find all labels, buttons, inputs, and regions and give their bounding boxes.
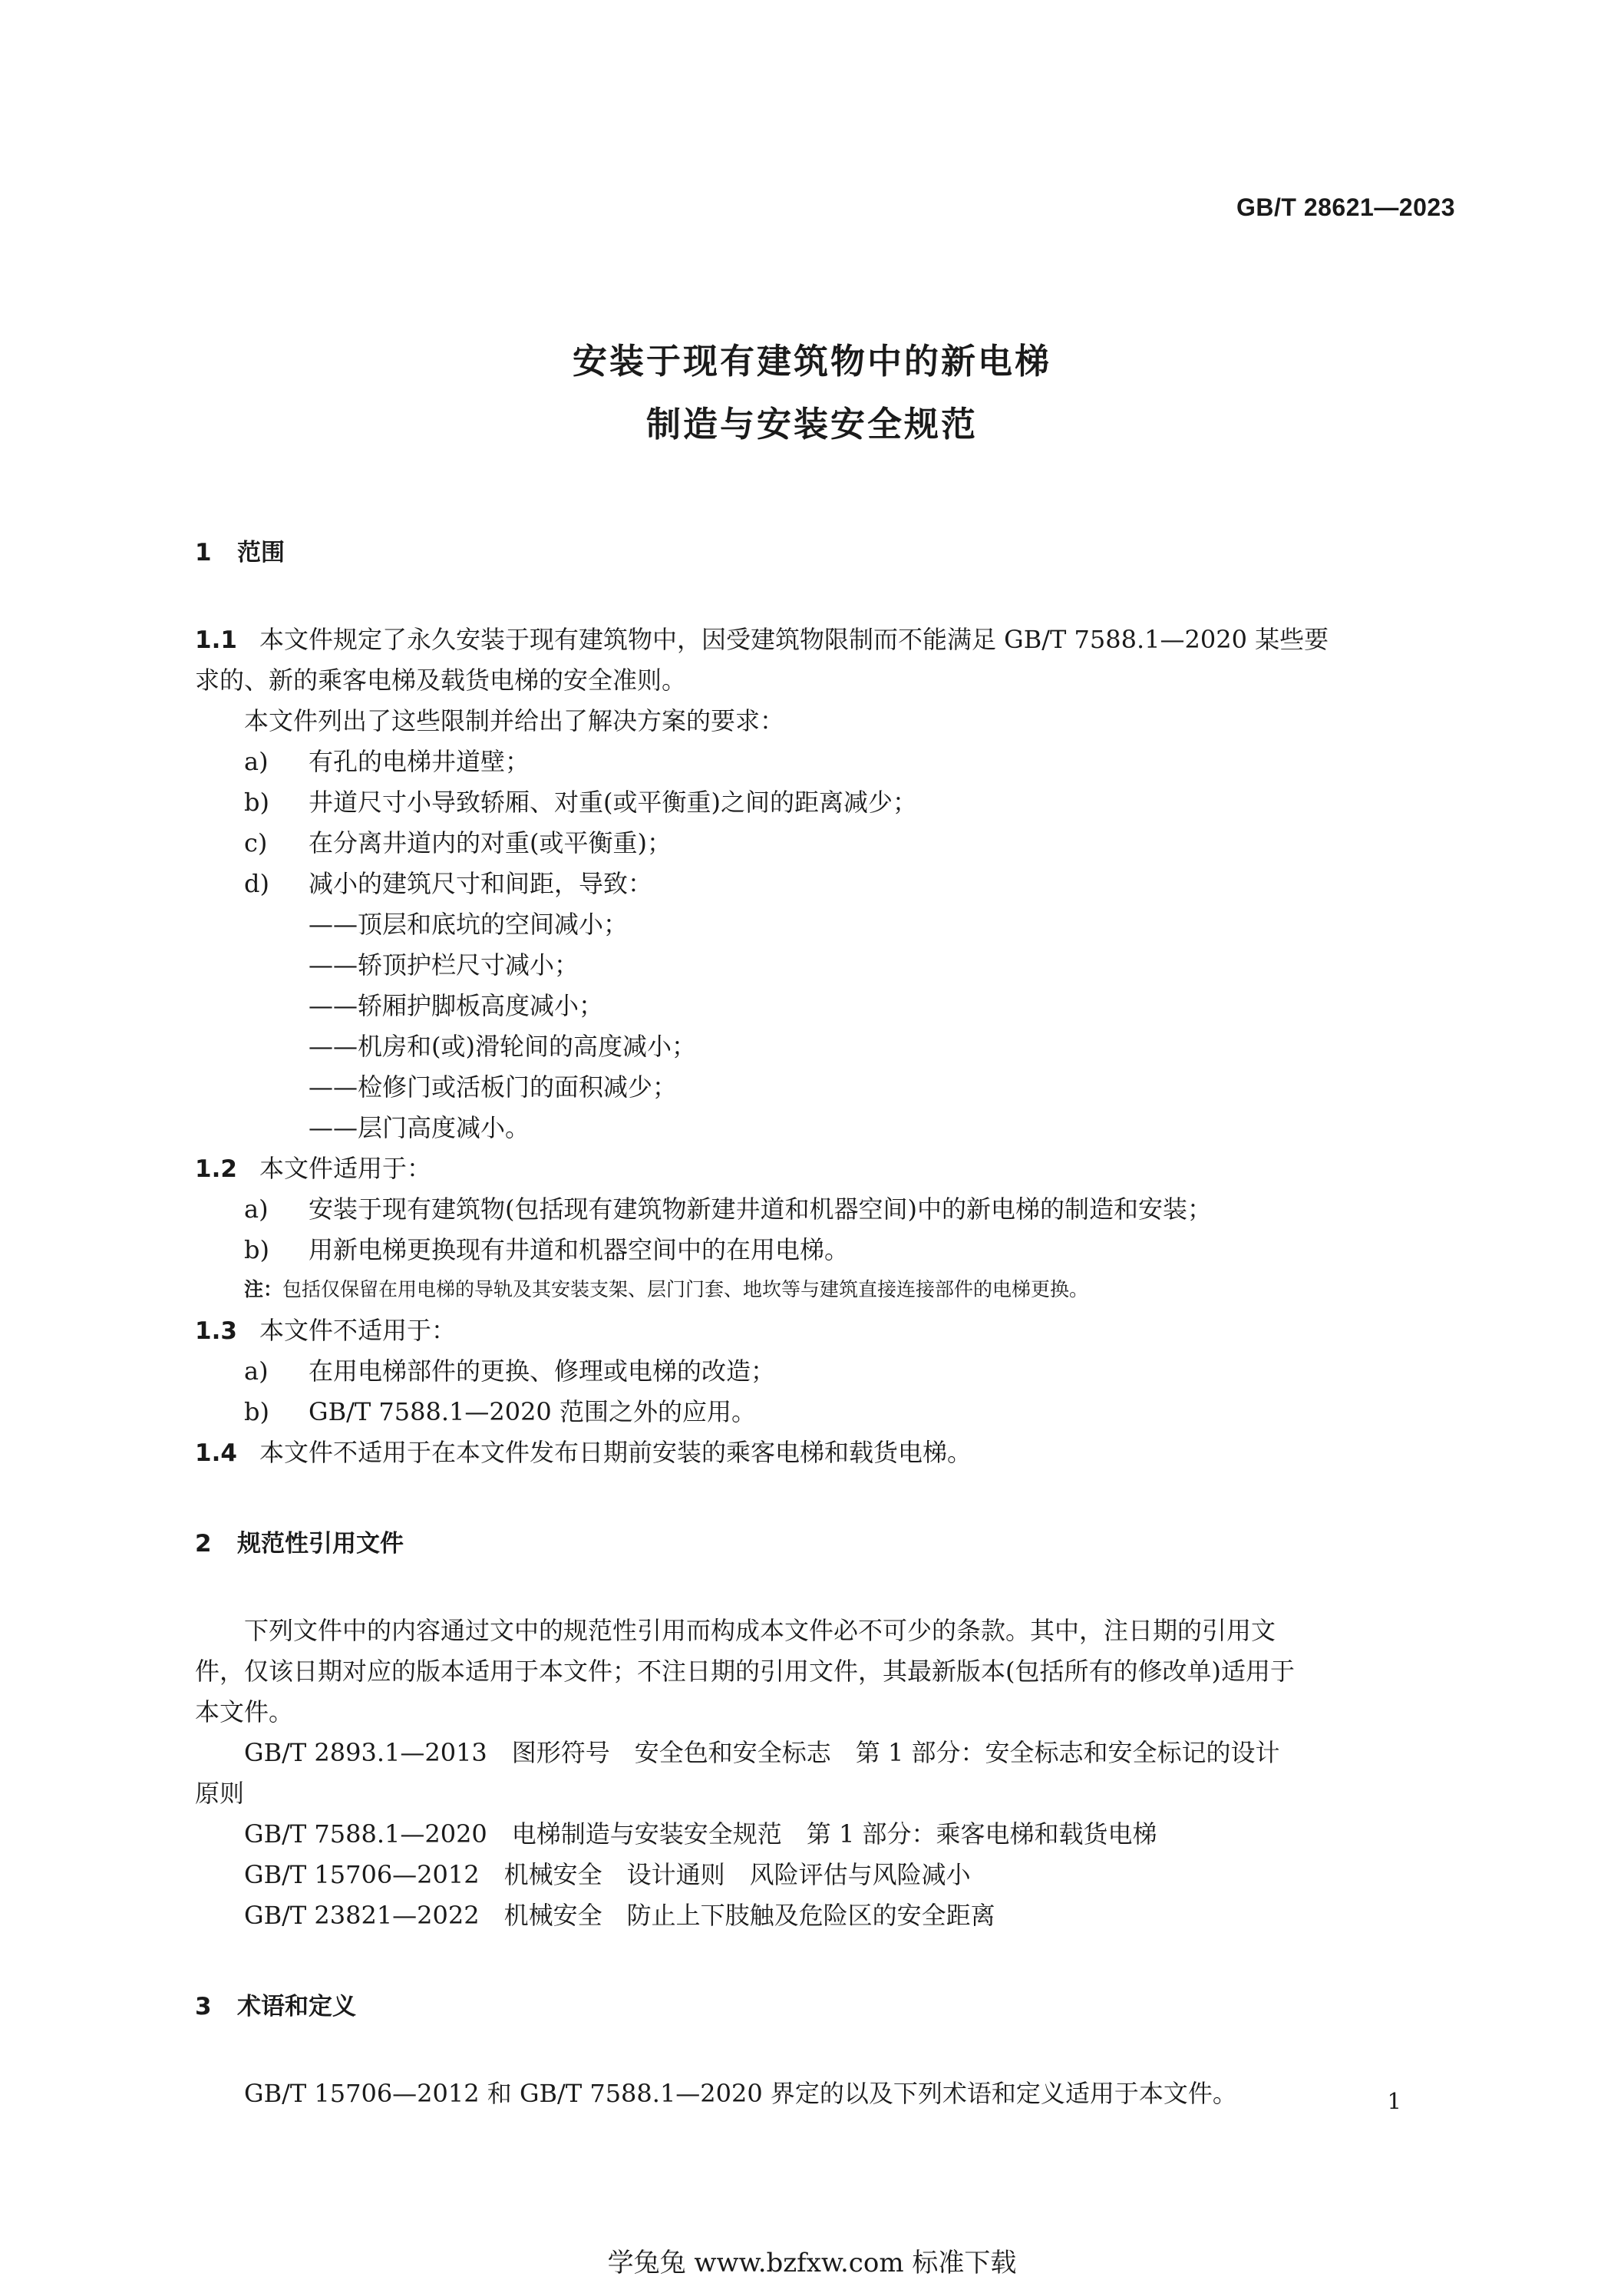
list-text: 在分离井道内的对重(或平衡重)； bbox=[309, 828, 672, 857]
list-text: 有孔的电梯井道壁； bbox=[309, 747, 530, 776]
list-text: 减小的建筑尺寸和间距，导致： bbox=[309, 869, 653, 898]
clause-number: 1.4 bbox=[195, 1439, 237, 1467]
section-number: 1 bbox=[195, 539, 212, 567]
section-number: 2 bbox=[195, 1530, 212, 1558]
clause-text: 本文件适用于： bbox=[259, 1154, 432, 1183]
clause-1-4 bbox=[195, 1433, 972, 1469]
section-title: 规范性引用文件 bbox=[237, 1530, 404, 1558]
clause-1-3 bbox=[195, 1311, 456, 1346]
note bbox=[244, 1274, 1088, 1302]
clause-text: 本文件不适用于： bbox=[259, 1316, 457, 1345]
clause-1-2 bbox=[195, 1149, 431, 1184]
page-number: 1 bbox=[1387, 2088, 1401, 2114]
list-label: b) bbox=[244, 1235, 269, 1264]
list-text: GB/T 7588.1—2020 范围之外的应用。 bbox=[309, 1397, 756, 1426]
dash-item: ——机房和(或)滑轮间的高度减小； bbox=[309, 1032, 696, 1061]
note-text: 包括仅保留在用电梯的导轨及其安装支架、层门门套、地坎等与建筑直接连接部件的电梯更换。 bbox=[282, 1278, 1089, 1300]
list-label: c) bbox=[244, 828, 268, 857]
list-label: b) bbox=[244, 788, 269, 817]
reference-item: GB/T 2893.1—2013 图形符号 安全色和安全标志 第 1 部分：安全标志和安全标记的设计 bbox=[244, 1738, 1280, 1767]
list-text: 安装于现有建筑物(包括现有建筑物新建井道和机器空间)中的新电梯的制造和安装； bbox=[309, 1194, 1212, 1224]
reference-item: GB/T 23821—2022 机械安全 防止上下肢触及危险区的安全距离 bbox=[244, 1901, 995, 1930]
list-item bbox=[244, 824, 672, 859]
list-item bbox=[244, 1190, 1212, 1225]
dash-item: ——层门高度减小。 bbox=[309, 1113, 530, 1142]
section-title: 范围 bbox=[237, 539, 285, 567]
section-2-para-line-3: 本文件。 bbox=[195, 1697, 294, 1726]
clause-1-1-intro: 本文件列出了这些限制并给出了解决方案的要求： bbox=[244, 706, 785, 735]
dash-item: ——轿厢护脚板高度减小； bbox=[309, 991, 604, 1020]
list-label: d) bbox=[244, 869, 269, 898]
list-label: a) bbox=[244, 747, 269, 776]
clause-text: 本文件规定了永久安装于现有建筑物中，因受建筑物限制而不能满足 GB/T 7588.1—2020 某些要 bbox=[259, 625, 1329, 654]
dash-item: ——顶层和底坑的空间减小； bbox=[309, 910, 629, 939]
reference-item: GB/T 15706—2012 机械安全 设计通则 风险评估与风险减小 bbox=[244, 1860, 971, 1889]
list-item bbox=[244, 1231, 849, 1266]
list-text: 用新电梯更换现有井道和机器空间中的在用电梯。 bbox=[309, 1235, 850, 1264]
dash-item: ——轿顶护栏尺寸减小； bbox=[309, 950, 579, 980]
document-title-line-2: 制造与安装安全规范 bbox=[645, 404, 978, 444]
list-item bbox=[244, 783, 917, 818]
list-label: a) bbox=[244, 1194, 269, 1224]
list-item bbox=[244, 1393, 756, 1428]
section-2-para-line-1: 下列文件中的内容通过文中的规范性引用而构成本文件必不可少的条款。其中，注日期的引用文 bbox=[244, 1616, 1276, 1645]
reference-item: GB/T 7588.1—2020 电梯制造与安装安全规范 第 1 部分：乘客电梯和载货电梯 bbox=[244, 1819, 1157, 1849]
list-text: 井道尺寸小导致轿厢、对重(或平衡重)之间的距离减少； bbox=[309, 788, 917, 817]
section-number: 3 bbox=[195, 1993, 212, 2020]
list-item bbox=[244, 1352, 775, 1387]
section-2-para-line-2: 件，仅该日期对应的版本适用于本文件；不注日期的引用文件，其最新版本(包括所有的修改单)适用于 bbox=[195, 1657, 1295, 1686]
list-item bbox=[244, 742, 530, 778]
clause-number: 1.1 bbox=[195, 626, 237, 654]
note-label: 注： bbox=[244, 1278, 283, 1300]
section-3-heading bbox=[195, 1987, 356, 2021]
document-title-line-1: 安装于现有建筑物中的新电梯 bbox=[572, 341, 1051, 382]
list-label: b) bbox=[244, 1397, 269, 1426]
clause-number: 1.2 bbox=[195, 1155, 237, 1183]
dash-item: ——检修门或活板门的面积减少； bbox=[309, 1072, 678, 1102]
clause-1-1-line-1 bbox=[195, 620, 1329, 656]
footer-watermark: 学兔兔 www.bzfxw.com 标准下载 bbox=[607, 2248, 1017, 2278]
section-2-heading bbox=[195, 1524, 404, 1558]
list-item bbox=[244, 864, 652, 900]
section-3-para: GB/T 15706—2012 和 GB/T 7588.1—2020 界定的以及下列术语和定义适用于本文件。 bbox=[244, 2079, 1237, 2108]
reference-item-continued: 原则 bbox=[195, 1779, 245, 1808]
section-1-heading bbox=[195, 533, 285, 567]
clause-1-1-line-2: 求的、新的乘客电梯及载货电梯的安全准则。 bbox=[195, 666, 687, 695]
list-text: 在用电梯部件的更换、修理或电梯的改造； bbox=[309, 1356, 776, 1386]
section-title: 术语和定义 bbox=[237, 1993, 356, 2020]
standard-number: GB/T 28621—2023 bbox=[1236, 193, 1455, 221]
list-label: a) bbox=[244, 1356, 269, 1386]
clause-text: 本文件不适用于在本文件发布日期前安装的乘客电梯和载货电梯。 bbox=[259, 1438, 972, 1467]
clause-number: 1.3 bbox=[195, 1317, 237, 1345]
